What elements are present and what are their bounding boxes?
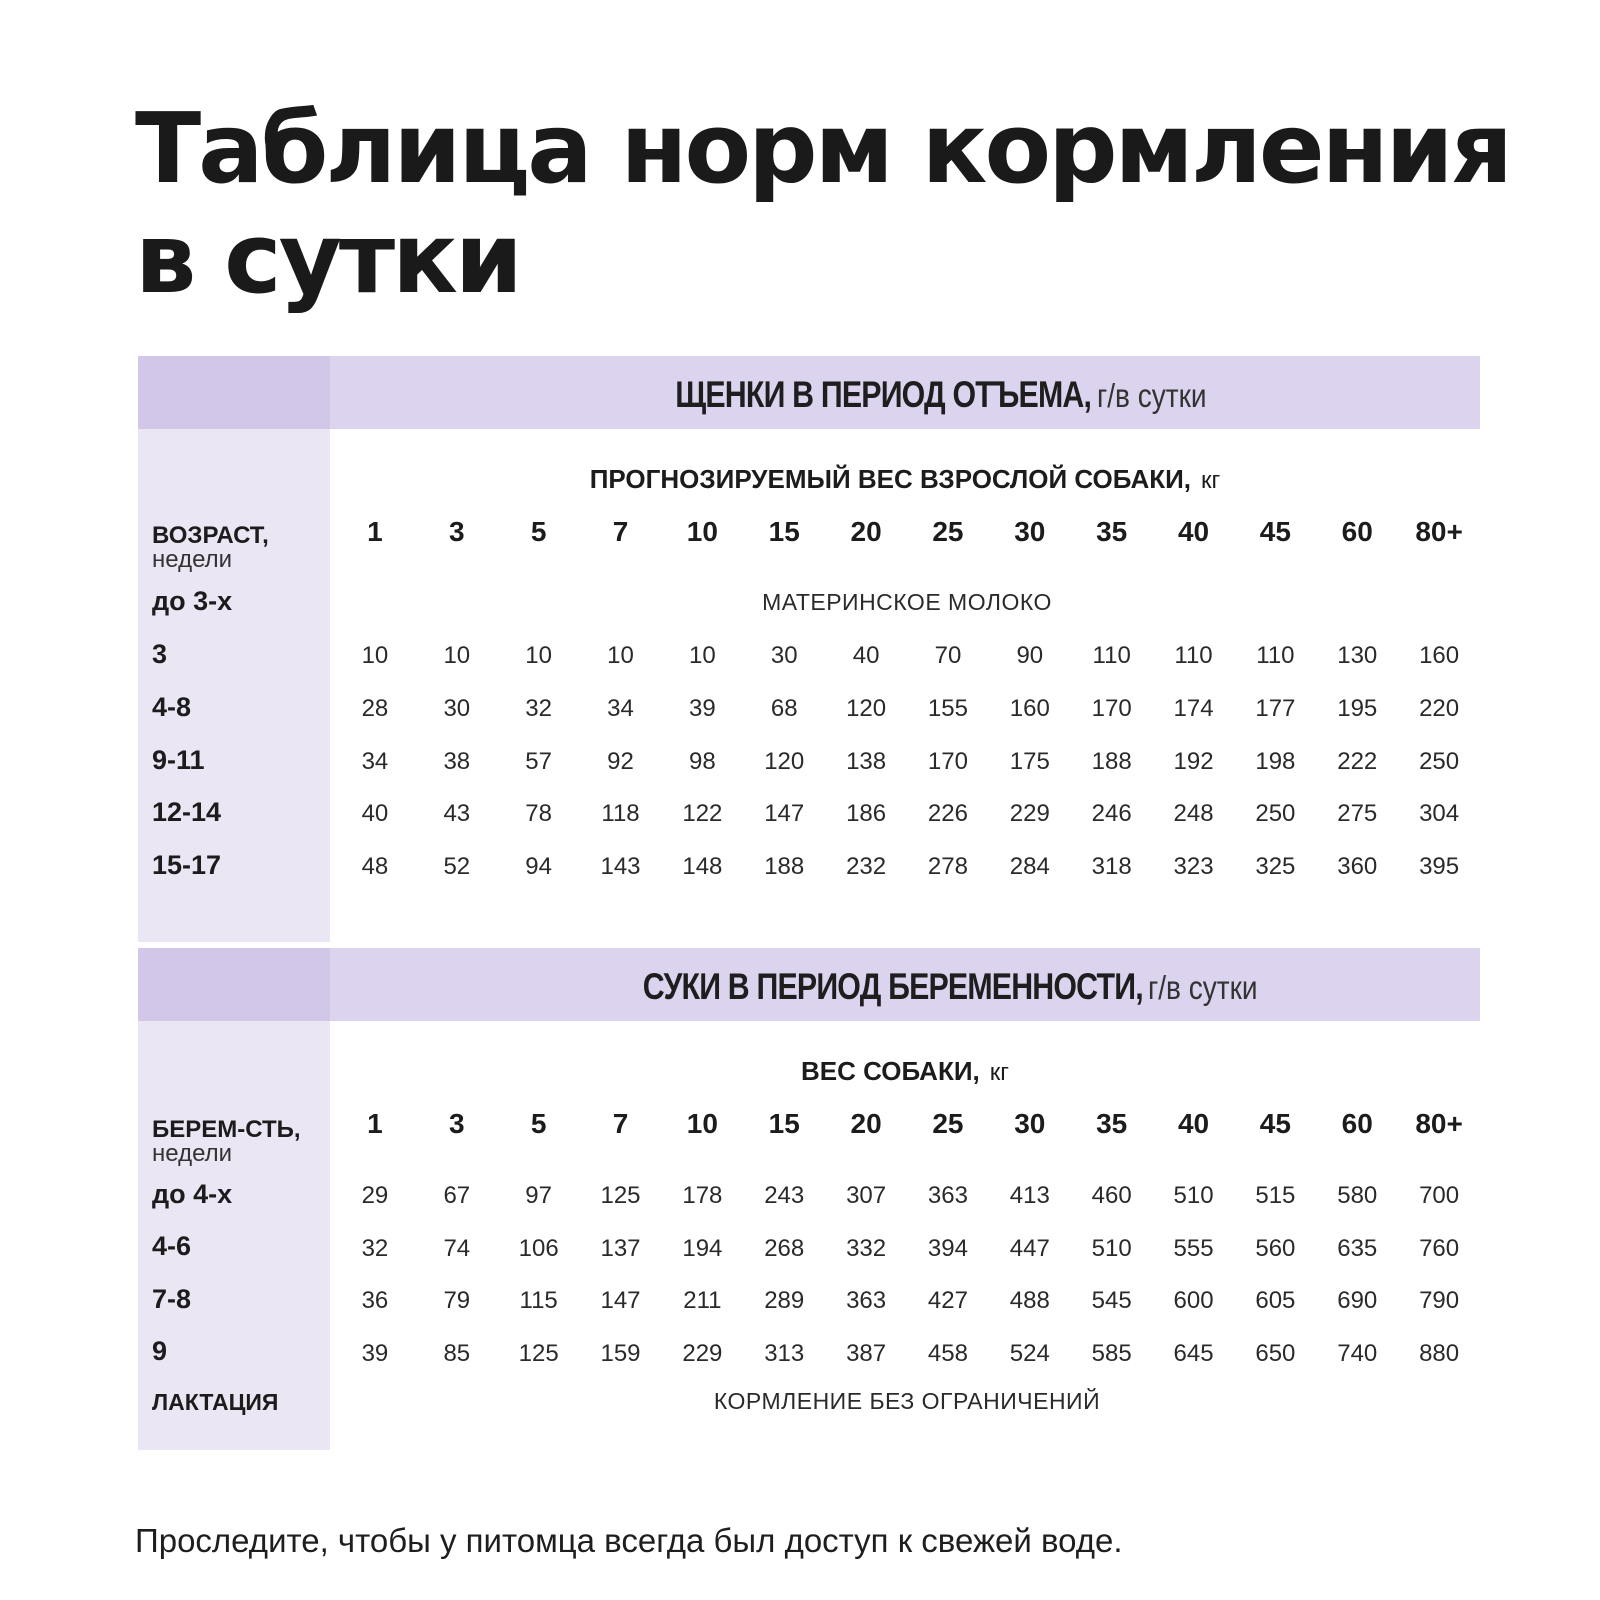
table-cell: 40 [361, 800, 389, 827]
table-cell: 160 [1419, 642, 1460, 669]
table-cell: 110 [1256, 642, 1295, 669]
table-cell: 323 [1173, 853, 1214, 880]
table-cell: 580 [1337, 1182, 1378, 1209]
weight-header-cell: 1 [367, 1108, 383, 1139]
table-cell: 760 [1419, 1235, 1460, 1262]
section-heading [330, 356, 1480, 429]
age-axis-label [152, 524, 269, 572]
table-cell: 120 [846, 695, 887, 722]
weight-axis-heading-text: ВЕС СОБАКИ, [801, 1056, 980, 1086]
table-cell: 690 [1337, 1287, 1378, 1314]
table-cell: 143 [600, 853, 641, 880]
table-cell: 155 [927, 695, 968, 722]
table-cell: 32 [525, 695, 552, 722]
pregnancy-table [138, 948, 1480, 1450]
table-cell: 194 [682, 1235, 723, 1262]
weight-header-cell: 15 [768, 1108, 800, 1139]
table-cell: 39 [361, 1340, 389, 1367]
table-cell: 447 [1009, 1235, 1050, 1262]
table-cell: 85 [443, 1340, 471, 1367]
table-cell: 34 [607, 695, 634, 722]
row-label: до 4-х [152, 1179, 233, 1209]
table-cell: 90 [1016, 642, 1044, 669]
section-heading-unit: г/в сутки [1097, 377, 1207, 414]
row-label: 3 [152, 639, 168, 669]
table-cell: 232 [846, 853, 887, 880]
table-cell: 229 [1009, 800, 1050, 827]
table-row [334, 1234, 1480, 1264]
section-heading-unit: г/в сутки [1148, 969, 1259, 1006]
table-cell: 74 [443, 1235, 471, 1262]
weight-header-cell: 20 [850, 516, 882, 547]
table-cell: 38 [443, 748, 471, 775]
weight-header-cell: 25 [932, 1108, 964, 1139]
weight-header-cell: 10 [686, 1108, 718, 1139]
table-cell: 243 [764, 1182, 805, 1209]
row-label: 12-14 [152, 797, 222, 827]
table-cell: 510 [1091, 1235, 1132, 1262]
table-cell: 147 [600, 1287, 641, 1314]
table-cell: 110 [1092, 642, 1131, 669]
table-row [334, 747, 1480, 777]
table-row [334, 641, 1480, 671]
table-cell: 170 [1091, 695, 1132, 722]
table-cell: 585 [1091, 1340, 1132, 1367]
weight-header-row [334, 1108, 1480, 1140]
weight-axis-heading-unit: кг [1201, 467, 1221, 494]
table-cell: 110 [1174, 642, 1213, 669]
weight-header-cell: 20 [850, 1108, 882, 1139]
row-label: 7-8 [152, 1284, 192, 1314]
table-cell: 97 [525, 1182, 552, 1209]
age-axis-label-unit: недели [152, 546, 233, 573]
table-cell: 387 [846, 1340, 887, 1367]
table-cell: 98 [689, 748, 716, 775]
table-cell: 289 [764, 1287, 805, 1314]
table-cell: 284 [1009, 853, 1050, 880]
table-cell: 175 [1009, 748, 1050, 775]
table-cell: 318 [1091, 853, 1132, 880]
table-cell: 138 [846, 748, 887, 775]
table-cell: 115 [519, 1287, 558, 1314]
weight-header-cell: 5 [530, 1108, 547, 1139]
table-cell: 10 [607, 642, 634, 669]
table-cell: 32 [361, 1235, 389, 1262]
table-cell: 147 [764, 800, 805, 827]
table-cell: 125 [518, 1340, 559, 1367]
section-heading-text: ЩЕНКИ В ПЕРИОД ОТЪЕМА, [675, 374, 1092, 415]
page-title-line-1: Таблица норм кормления [135, 92, 1510, 205]
table-cell: 57 [525, 748, 552, 775]
table-cell: 460 [1091, 1182, 1132, 1209]
table-row [334, 694, 1480, 724]
weight-header-cell: 40 [1177, 516, 1210, 547]
table-cell: 250 [1419, 748, 1460, 775]
age-axis-label-text: ВОЗРАСТ, [152, 522, 269, 549]
table-cell: 10 [443, 642, 471, 669]
weight-header-cell: 60 [1341, 1108, 1373, 1139]
table-cell: 650 [1255, 1340, 1296, 1367]
section-heading [330, 948, 1480, 1021]
table-cell: 30 [443, 695, 471, 722]
lactation-note: КОРМЛЕНИЕ БЕЗ ОГРАНИЧЕНИЙ [713, 1388, 1101, 1414]
table-cell: 198 [1255, 748, 1296, 775]
table-cell: 395 [1419, 853, 1460, 880]
table-cell: 226 [927, 800, 968, 827]
table-cell: 186 [846, 800, 887, 827]
footer-note: Проследите, чтобы у питомца всегда был доступ к свежей воде. [135, 1522, 1123, 1559]
weight-header-cell: 30 [1014, 1108, 1046, 1139]
table-cell: 363 [846, 1287, 887, 1314]
weight-header-cell: 10 [686, 516, 718, 547]
row-label: 15-17 [152, 850, 222, 880]
weight-header-cell: 15 [768, 516, 800, 547]
weight-axis-heading [330, 1056, 1480, 1088]
page-title-line-2: в сутки [135, 202, 520, 315]
weight-axis-heading-unit: кг [989, 1059, 1009, 1086]
weight-header-cell: 80+ [1415, 516, 1463, 547]
table-cell: 700 [1419, 1182, 1460, 1209]
table-cell: 307 [846, 1182, 887, 1209]
table-cell: 160 [1009, 695, 1050, 722]
table-cell: 250 [1255, 800, 1296, 827]
table-cell: 10 [525, 642, 552, 669]
row-label: 4-6 [152, 1231, 192, 1261]
table-cell: 600 [1173, 1287, 1214, 1314]
table-cell: 325 [1255, 853, 1296, 880]
table-cell: 192 [1173, 748, 1214, 775]
table-cell: 122 [682, 800, 723, 827]
table-cell: 275 [1337, 800, 1378, 827]
table-cell: 515 [1255, 1182, 1296, 1209]
table-cell: 36 [361, 1287, 389, 1314]
table-cell: 67 [443, 1182, 471, 1209]
table-row [334, 799, 1480, 829]
row-label: 9 [152, 1336, 168, 1366]
weight-header-cell: 1 [367, 516, 383, 547]
table-cell: 488 [1009, 1287, 1050, 1314]
table-cell: 10 [689, 642, 716, 669]
table-cell: 125 [600, 1182, 641, 1209]
table-cell: 394 [927, 1235, 968, 1262]
pregnancy-axis-label [152, 1118, 301, 1166]
table-cell: 790 [1419, 1287, 1460, 1314]
weight-header-cell: 45 [1259, 516, 1291, 547]
table-cell: 159 [600, 1340, 641, 1367]
table-cell: 248 [1173, 800, 1214, 827]
mothers-milk-note: МАТЕРИНСКОЕ МОЛОКО [762, 589, 1052, 615]
weight-header-row [334, 516, 1480, 548]
table-row [334, 852, 1480, 882]
table-row [334, 1181, 1480, 1211]
table-cell: 195 [1337, 695, 1378, 722]
weight-axis-heading [330, 464, 1480, 496]
table-cell: 645 [1173, 1340, 1214, 1367]
table-cell: 313 [764, 1340, 805, 1367]
table-cell: 635 [1337, 1235, 1378, 1262]
table-cell: 188 [1091, 748, 1132, 775]
weight-header-cell: 7 [612, 516, 629, 547]
table-cell: 413 [1009, 1182, 1050, 1209]
weight-header-cell: 3 [449, 1108, 465, 1139]
table-cell: 427 [927, 1287, 968, 1314]
table-cell: 220 [1419, 695, 1460, 722]
pregnancy-axis-label-text: БЕРЕМ-СТЬ, [152, 1116, 301, 1143]
table-cell: 70 [934, 642, 962, 669]
weight-header-cell: 80+ [1415, 1108, 1463, 1139]
table-cell: 555 [1173, 1235, 1214, 1262]
table-cell: 360 [1337, 853, 1378, 880]
table-cell: 40 [852, 642, 880, 669]
table-cell: 880 [1419, 1340, 1460, 1367]
table-cell: 29 [361, 1182, 389, 1209]
table-cell: 211 [683, 1287, 722, 1314]
weight-header-cell: 25 [932, 516, 964, 547]
table-cell: 304 [1419, 800, 1460, 827]
table-cell: 118 [601, 800, 640, 827]
table-cell: 170 [927, 748, 968, 775]
weight-header-cell: 3 [449, 516, 465, 547]
table-cell: 222 [1337, 748, 1378, 775]
table-cell: 560 [1255, 1235, 1296, 1262]
table-cell: 177 [1255, 695, 1296, 722]
table-cell: 605 [1255, 1287, 1296, 1314]
table-cell: 510 [1173, 1182, 1214, 1209]
weight-axis-heading-text: ПРОГНОЗИРУЕМЫЙ ВЕС ВЗРОСЛОЙ СОБАКИ, [589, 464, 1192, 494]
table-cell: 178 [682, 1182, 723, 1209]
table-cell: 120 [764, 748, 805, 775]
puppies-table [138, 356, 1480, 942]
table-cell: 740 [1337, 1340, 1378, 1367]
weight-header-cell: 35 [1096, 1108, 1128, 1139]
table-cell: 174 [1173, 695, 1214, 722]
table-cell: 545 [1091, 1287, 1132, 1314]
table-cell: 34 [361, 748, 389, 775]
table-cell: 130 [1337, 642, 1378, 669]
table-cell: 39 [689, 695, 716, 722]
table-cell: 48 [361, 853, 389, 880]
table-cell: 28 [361, 695, 389, 722]
weight-header-cell: 7 [612, 1108, 629, 1139]
table-cell: 137 [600, 1235, 641, 1262]
section-header-corner [138, 356, 330, 429]
pregnancy-axis-label-unit: недели [152, 1140, 233, 1167]
weight-header-cell: 60 [1341, 516, 1373, 547]
table-row [334, 1286, 1480, 1316]
section-header-corner [138, 948, 330, 1021]
table-cell: 332 [846, 1235, 887, 1262]
weight-header-cell: 35 [1096, 516, 1128, 547]
table-cell: 68 [770, 695, 798, 722]
table-cell: 10 [361, 642, 389, 669]
table-cell: 188 [764, 853, 805, 880]
table-cell: 92 [607, 748, 634, 775]
weight-header-cell: 40 [1177, 1108, 1210, 1139]
table-cell: 78 [525, 800, 552, 827]
table-row [334, 1339, 1480, 1369]
page-title [135, 92, 1510, 315]
table-cell: 52 [443, 853, 471, 880]
table-cell: 106 [518, 1235, 559, 1262]
table-cell: 278 [927, 853, 968, 880]
table-cell: 229 [682, 1340, 723, 1367]
weight-header-cell: 30 [1014, 516, 1046, 547]
weight-header-cell: 5 [530, 516, 547, 547]
table-cell: 148 [682, 853, 723, 880]
table-cell: 246 [1091, 800, 1132, 827]
row-label-lactation: ЛАКТАЦИЯ [152, 1389, 279, 1415]
table-cell: 363 [927, 1182, 968, 1209]
section-heading-text: СУКИ В ПЕРИОД БЕРЕМЕННОСТИ, [642, 966, 1143, 1007]
table-cell: 94 [525, 853, 552, 880]
table-cell: 268 [764, 1235, 805, 1262]
table-cell: 43 [443, 800, 471, 827]
row-label: 4-8 [152, 692, 192, 722]
table-cell: 30 [770, 642, 798, 669]
table-cell: 79 [443, 1287, 471, 1314]
row-label-mothers-milk: до 3-х [152, 586, 233, 616]
table-cell: 524 [1009, 1340, 1050, 1367]
table-cell: 458 [927, 1340, 968, 1367]
row-label: 9-11 [152, 745, 205, 775]
weight-header-cell: 45 [1259, 1108, 1291, 1139]
